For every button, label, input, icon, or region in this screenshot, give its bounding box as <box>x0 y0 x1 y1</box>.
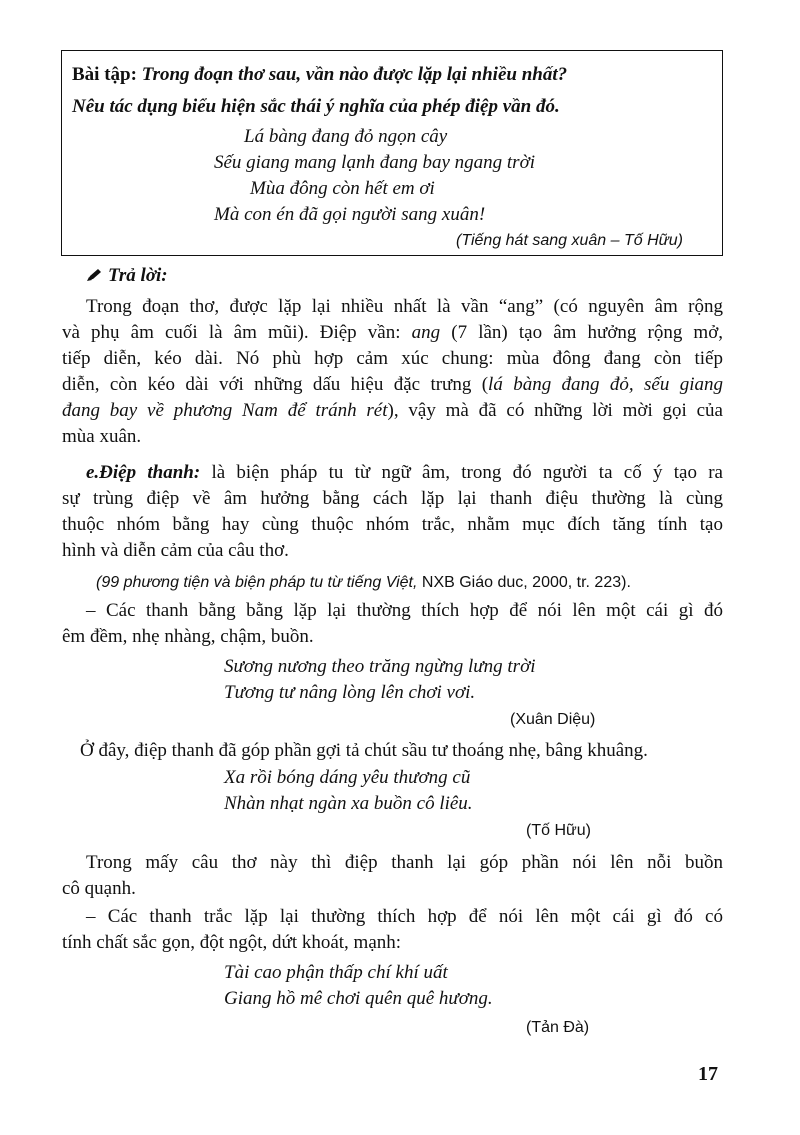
answer-italic: lá bàng đang đỏ, sếu giang <box>488 374 723 395</box>
answer-line <box>62 374 723 396</box>
answer-line: mùa xuân. <box>62 426 142 447</box>
exercise-poem-line: Lá bàng đang đỏ ngọn cây <box>244 126 448 147</box>
comment2-line: Trong mấy câu thơ này thì điệp thanh lại góp phần nói lên nỗi buồn <box>86 852 723 873</box>
poem1-line: Sương nương theo trăng ngừng lưng trời <box>224 656 536 677</box>
section-e-line: sự trùng điệp về âm hưởng bằng cách lặp lại thanh điệu thường là cùng <box>62 488 723 509</box>
answer-text: ), vậy mà đã có những lời mời gọi của <box>387 400 723 421</box>
answer-text: (7 lần) tạo âm hưởng rộng mở, <box>451 322 724 343</box>
poem1-author: (Xuân Diệu) <box>510 711 596 728</box>
answer-line: tiếp diễn, kéo dài. Nó phù hợp cảm xúc chung: mùa đông đang còn tiếp <box>62 348 723 369</box>
poem3-line: Giang hồ mê chơi quên quê hương. <box>224 988 493 1009</box>
answer-heading-text: Trả lời: <box>108 265 168 286</box>
poem2-line: Nhàn nhạt ngàn xa buồn cô liêu. <box>224 793 473 814</box>
poem2-line: Xa rồi bóng dáng yêu thương cũ <box>224 767 471 788</box>
poem3-author: (Tản Đà) <box>526 1019 590 1036</box>
answer-italic: ang <box>411 322 441 343</box>
citation-publisher: NXB Giáo duc, 2000, tr. 223). <box>421 574 631 591</box>
section-e-line <box>86 462 723 484</box>
comment1: Ở đây, điệp thanh đã góp phần gợi tả chút sầu tư thoáng nhẹ, bâng khuâng. <box>80 740 648 761</box>
section-e-term: e.Điệp thanh: <box>86 462 201 483</box>
answer-line <box>62 400 723 422</box>
answer-italic: đang bay về phương Nam để tránh rét <box>62 400 388 421</box>
exercise-label: Bài tập: <box>72 64 137 85</box>
answer-line: Trong đoạn thơ, được lặp lại nhiều nhất là vần “ang” (có nguyên âm rộng <box>86 296 723 317</box>
sharp-tone-intro: tính chất sắc gọn, đột ngột, dứt khoát, mạnh: <box>62 932 402 953</box>
exercise-poem-line: Sếu giang mang lạnh đang bay ngang trời <box>214 152 535 173</box>
exercise-question-line2: Nêu tác dụng biểu hiện sắc thái ý nghĩa của phép điệp vần đó. <box>72 96 560 117</box>
section-e-line: hình và diễn cảm của câu thơ. <box>62 540 289 561</box>
exercise-poem-line: Mùa đông còn hết em ơi <box>250 178 435 199</box>
poem3-line: Tài cao phận thấp chí khí uất <box>224 962 448 983</box>
citation-title: (99 phương tiện và biện pháp tu từ tiếng Việt, <box>96 574 418 591</box>
pencil-icon <box>86 266 102 280</box>
page-number: 17 <box>698 1063 718 1085</box>
flat-tone-intro: – Các thanh bằng bằng lặp lại thường thích hợp để nói lên một cái gì đó <box>86 600 723 621</box>
answer-heading <box>86 265 168 287</box>
exercise-poem-line: Mà con én đã gọi người sang xuân! <box>214 204 486 225</box>
answer-text: diễn, còn kéo dài với những dấu hiệu đặc trưng ( <box>62 374 489 395</box>
citation <box>96 574 631 592</box>
exercise-question-text: Trong đoạn thơ sau, vần nào được lặp lại nhiều nhất? <box>141 64 568 85</box>
poem2-author: (Tố Hữu) <box>526 822 591 839</box>
exercise-source: (Tiếng hát sang xuân – Tố Hữu) <box>456 232 684 249</box>
flat-tone-intro: êm đềm, nhẹ nhàng, chậm, buồn. <box>62 626 314 647</box>
section-e-text: là biện pháp tu từ ngữ âm, trong đó người ta cố ý tạo ra <box>211 462 723 483</box>
sharp-tone-intro: – Các thanh trắc lặp lại thường thích hợp để nói lên một cái gì đó có <box>86 906 723 927</box>
answer-line <box>62 322 723 344</box>
poem1-line: Tương tư nâng lòng lên chơi vơi. <box>224 682 476 703</box>
exercise-question-line1 <box>72 64 567 86</box>
section-e-line: thuộc nhóm bằng hay cùng thuộc nhóm trắc, nhằm mục đích tăng tính tạo <box>62 514 723 535</box>
comment2-line: cô quạnh. <box>62 878 136 899</box>
answer-text: và phụ âm cuối là âm mũi). Điệp vần: <box>62 322 401 343</box>
